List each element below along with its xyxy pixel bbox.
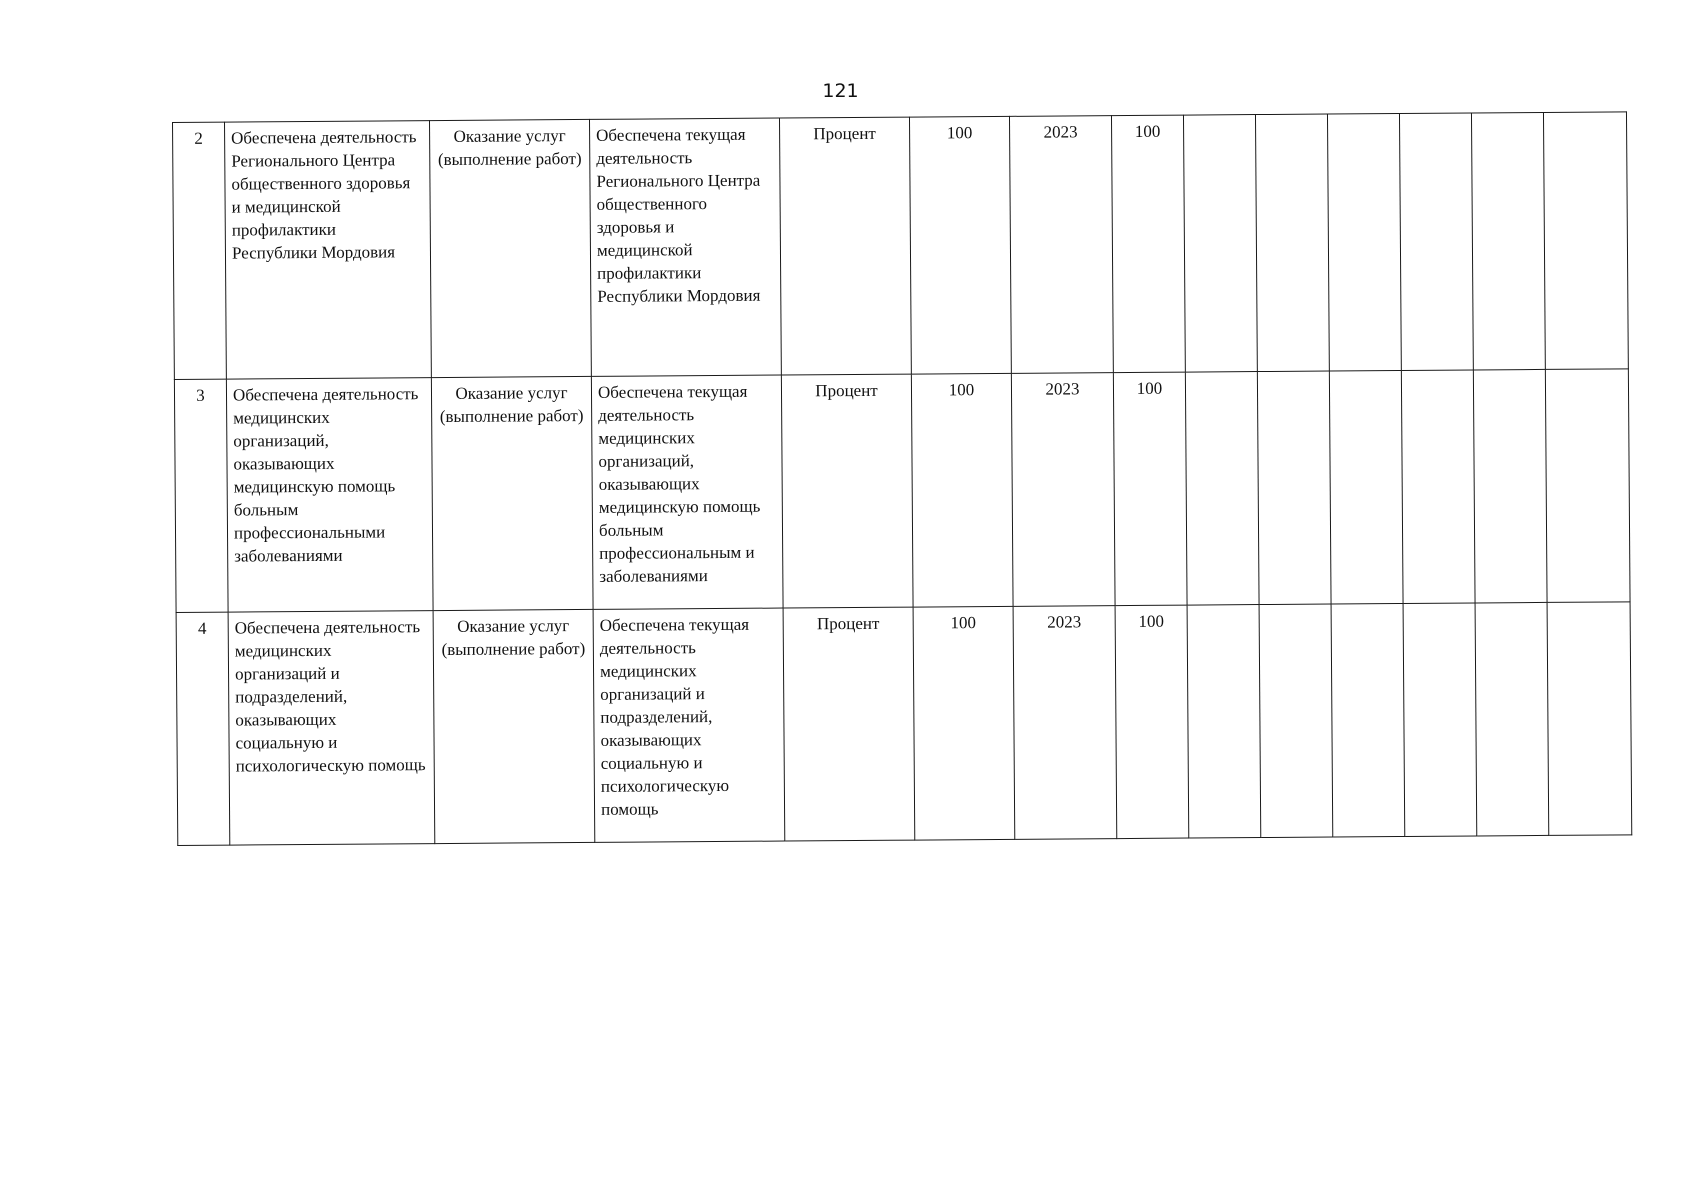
empty-cell (1329, 370, 1403, 604)
empty-cell (1255, 114, 1329, 372)
empty-cell (1327, 114, 1401, 372)
empty-cell (1471, 112, 1545, 370)
base-year: 2023 (1011, 373, 1115, 607)
empty-cell (1543, 112, 1628, 370)
target-value: 100 (1111, 115, 1185, 373)
unit-of-measure: Процент (781, 374, 913, 608)
result-type: Оказание услуг (выполнение работ) (431, 376, 593, 610)
base-year: 2023 (1013, 606, 1117, 840)
empty-cell (1259, 604, 1333, 838)
base-value: 100 (911, 373, 1013, 607)
base-year: 2023 (1009, 116, 1113, 374)
empty-cell (1403, 603, 1477, 837)
empty-cell (1331, 603, 1405, 837)
table-row (173, 112, 1629, 380)
result-name: Обеспечена деятельность Регионального Центра общественного здоровья и медицинской профилактики Республики Мордовия (225, 121, 432, 379)
row-number: 2 (173, 122, 227, 379)
empty-cell (1475, 602, 1549, 836)
target-value: 100 (1113, 372, 1187, 606)
result-characteristic: Обеспечена текущая деятельность Регионального Центра общественного здоровья и медицинской профилактики Республики Мордовия (589, 118, 781, 376)
result-characteristic: Обеспечена текущая деятельность медицинских организаций и подразделений, оказывающих социальную и психологическую помощь (593, 608, 785, 842)
result-name: Обеспечена деятельность медицинских организаций, оказывающих медицинскую помощь больным профессиональными заболеваниями (226, 378, 433, 612)
empty-cell (1183, 115, 1257, 373)
base-value: 100 (913, 606, 1015, 840)
base-value: 100 (909, 116, 1011, 374)
unit-of-measure: Процент (783, 607, 915, 841)
result-type: Оказание услуг (выполнение работ) (429, 119, 591, 377)
empty-cell (1473, 369, 1547, 603)
results-table (172, 111, 1632, 846)
empty-cell (1545, 369, 1630, 603)
empty-cell (1257, 371, 1331, 605)
result-type: Оказание услуг (выполнение работ) (433, 609, 595, 843)
row-number: 3 (174, 379, 228, 612)
empty-cell (1399, 113, 1473, 371)
unit-of-measure: Процент (779, 117, 911, 375)
row-number: 4 (176, 612, 230, 845)
empty-cell (1187, 605, 1261, 839)
empty-cell (1401, 370, 1475, 604)
empty-cell (1185, 372, 1259, 606)
page-number: 121 (822, 80, 859, 102)
target-value: 100 (1115, 605, 1189, 839)
result-name: Обеспечена деятельность медицинских организаций и подразделений, оказывающих социальную и психологическую помощь (228, 611, 435, 845)
empty-cell (1547, 602, 1632, 836)
result-characteristic: Обеспечена текущая деятельность медицинских организаций, оказывающих медицинскую помощь больным профессиональным и заболеваниями (591, 375, 783, 609)
table-row (174, 369, 1630, 613)
table-row (176, 602, 1632, 846)
